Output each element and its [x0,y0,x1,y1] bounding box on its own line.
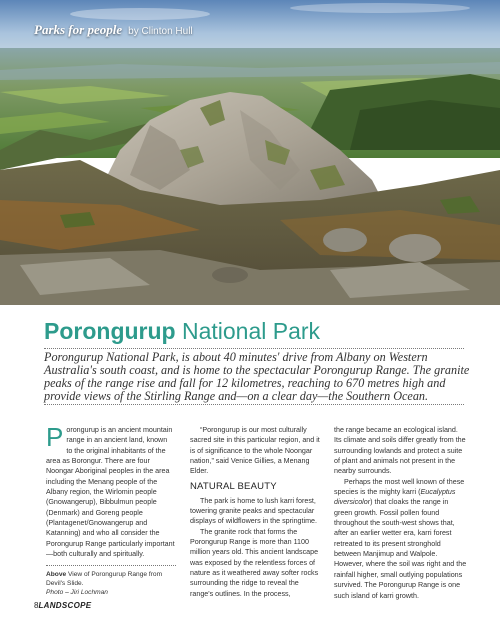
body-column-2 [190,425,323,599]
body-line: range in an ancient land, known [66,436,168,445]
hero-landscape-illustration [0,0,500,305]
section-kicker [34,22,193,38]
caption-rule [46,565,176,566]
body-paragraph: area as Borongur. There are four Noongar Aboriginal peoples in the area including the Menang people of the Albany region, the Wirlomin people (Gnowangerup), Bibbulmun people (Denmark) and Goreng people (Plantagenet/Gnowangerup and Katanning) and who all consider the Porongurup Range particularly important—both culturally and spiritually. [46,457,175,559]
body-paragraph: The granite rock that forms the Porongurup Range is more than 1100 million years old. This ancient landscape was exposed by the relentless forces of nature as it weathered away softer rocks surrounding the ridge to reveal the range's outlines. In the process, [190,527,319,598]
standfirst-rule-top [44,348,464,349]
quote-paragraph: “Porongurup is our most culturally sacred site in this particular region, and it is of significance to the whole Noongar nation,” said Venice Gillies, a Menang Elder. [190,426,320,476]
body-paragraph [334,477,467,601]
body-text: ) that cloaks the range in green growth. Fossil pollen found throughout the south-west shows that, after an earlier wetter era, karri forest retreated to its present stronghold between Manjimup and Walpole. However, where the soil was right and the rainfall higher, small outlying populations survived. The Porongurup Range is one such island of karri growth. [334,498,467,600]
standfirst: Porongurup National Park, is about 40 minutes' drive from Albany on Western Australia's south coast, and is home to the spectacular Porongurup Range. The granite peaks of the range rise and fall for 12 kilometres, reaching to 670 metres high and provide views of the Stirling Range and—on a clear day—the Southern Ocean. [44,350,470,404]
article-title-bold: Porongurup [44,318,176,344]
section-title: Parks for people [34,22,123,37]
photo-credit: Photo – Jiri Lochman [46,589,108,597]
body-paragraph: the range became an ecological island. Its climate and soils differ greatly from the surrounding lowlands and protect a suite of plant and animals not present in the nearby surrounds. [334,426,466,476]
body-line: to the original inhabitants of the [66,446,166,455]
hero-photo [0,0,500,305]
standfirst-rule-bottom [44,404,464,405]
subheading: NATURAL BEAUTY [190,480,277,492]
photo-caption [46,570,179,597]
body-paragraph: The park is home to lush karri forest, towering granite peaks and spectacular displays of wildflowers in the springtime. [190,496,317,526]
article-title-light: National Park [181,318,321,344]
page-number: 8 [34,601,39,610]
article-title [44,318,320,345]
page-footer [34,601,91,610]
body-column-1 [46,422,179,597]
byline: by Clinton Hull [128,26,193,37]
caption-text: View of Porongurup Range from Devil's Slide. [46,571,163,588]
body-column-3 [334,425,467,601]
body-line: orongurup is an ancient mountain [66,426,173,434]
magazine-name: LANDSCOPE [38,601,92,610]
body-text: Perhaps the most well known of these species is the mighty karri ( [334,477,465,497]
species-name: Eucalyptus diversicolor [334,488,456,507]
caption-label: Above [46,571,67,579]
drop-cap: P [46,422,64,452]
